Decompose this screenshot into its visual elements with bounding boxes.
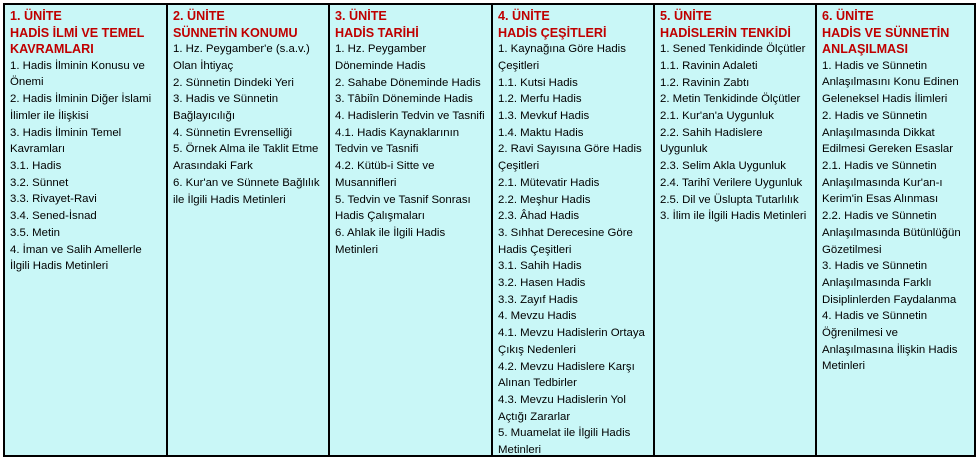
topic-item: 5. Örnek Alma ile Taklit Etme Arasındaki Fark [173,143,319,173]
unit-title [660,8,811,41]
unit-column-6 [817,5,974,455]
unit-name: HADİSLERİN TENKİDİ [660,25,791,40]
topic-item: 2.2. Hadis ve Sünnetin Anlaşılmasında Bütünlüğün Gözetilmesi [822,210,961,256]
topic-item: 1. Hz. Peygamber Döneminde Hadis [335,43,427,72]
topic-item: 2. Hadis İlminin Diğer İslami İlimler ile İlişkisi [10,93,152,122]
topic-item: 1. Hadis İlminin Konusu ve Önemi [10,59,145,89]
unit-number: 1. ÜNİTE [10,9,62,23]
topic-item: 2.1. Mütevatir Hadis [498,176,600,189]
topic-item: 4.1. Mevzu Hadislerin Ortaya Çıkış Nedenleri [498,327,645,356]
topic-item: 1. Sened Tenkidinde Ölçütler [660,43,806,56]
unit-title [10,8,162,58]
unit-name: HADİS VE SÜNNETİN ANLAŞILMASI [822,25,950,57]
topic-item: 1.1. Kutsi Hadis [498,76,578,89]
topic-item: 4. Hadislerin Tedvin ve Tasnifi [335,110,485,122]
topic-item: 6. Ahlak ile İlgili Hadis Metinleri [335,226,446,256]
topic-item: 4. Sünnetin Evrenselliği [173,126,293,139]
unit-column-3 [330,5,493,455]
unit-title [173,8,324,41]
unit-column-5 [655,5,817,455]
unit-column-2 [168,5,330,455]
topic-item: 3. Tâbiîn Döneminde Hadis [335,93,473,106]
topic-item: 4.3. Mevzu Hadislerin Yol Açtığı Zararlar [498,393,626,423]
topic-item: 3. İlim ile İlgili Hadis Metinleri [660,210,807,223]
topic-item: 2.3. Âhad Hadis [498,210,580,223]
topic-item: 2.2. Meşhur Hadis [498,193,591,206]
topic-item: 3. Sıhhat Derecesine Göre Hadis Çeşitleri [498,226,633,256]
unit-title [335,8,487,41]
topic-item: 1. Kaynağına Göre Hadis Çeşitleri [498,43,626,72]
topic-item: 3.4. Sened-İsnad [10,210,97,223]
topic-item: 1. Hadis ve Sünnetin Anlaşılmasını Konu Edinen Geleneksel Hadis İlimleri [822,59,959,106]
topic-item: 4. Hadis ve Sünnetin Öğrenilmesi ve Anlaşılmasına İlişkin Hadis Metinleri [822,310,958,373]
topic-item: 3. Hadis ve Sünnetin Bağlayıcılığı [173,93,279,122]
unit-column-1 [5,5,168,455]
topic-item: 1.2. Ravinin Zabtı [660,76,750,89]
topic-item: 2. Ravi Sayısına Göre Hadis Çeşitleri [498,143,642,173]
topic-item: 1.4. Maktu Hadis [498,126,584,139]
topic-item: 2. Sünnetin Dindeki Yeri [173,76,294,89]
unit-name: HADİS TARİHİ [335,25,419,40]
topic-item: 3.1. Sahih Hadis [498,260,582,273]
topic-item: 3.5. Metin [10,226,61,239]
topic-item: 4. Mevzu Hadis [498,310,577,323]
topic-item: 3.2. Hasen Hadis [498,277,586,290]
topic-item: 1.1. Ravinin Adaleti [660,59,758,72]
topic-item: 3.3. Rivayet-Ravi [10,193,97,206]
topic-item: 1. Hz. Peygamber'e (s.a.v.) Olan İhtiyaç [173,43,310,72]
topic-item: 5. Muamelat ile İlgili Hadis Metinleri [498,427,631,455]
unit-name: SÜNNETİN KONUMU [173,25,298,40]
unit-number: 6. ÜNİTE [822,9,874,23]
topic-item: 4.2. Mevzu Hadislere Karşı Alınan Tedbirler [498,360,635,390]
unit-number: 5. ÜNİTE [660,9,712,23]
topic-item: 6. Kur'an ve Sünnete Bağlılık ile İlgili Hadis Metinleri [173,176,320,206]
topic-item: 2.4. Tarihî Verilere Uygunluk [660,176,803,189]
topic-item: 1.3. Mevkuf Hadis [498,110,590,122]
unit-name: HADİS ÇEŞİTLERİ [498,25,607,40]
topic-item: 3. Hadis İlminin Temel Kavramları [10,126,122,156]
curriculum-table [3,3,976,457]
topic-item: 2.1. Kur'an'a Uygunluk [660,110,774,122]
topic-item: 3.1. Hadis [10,160,62,172]
topic-item: 3.2. Sünnet [10,176,69,189]
topic-item: 2.1. Hadis ve Sünnetin Anlaşılmasında Kur'an-ı Kerim'in Esas Alınması [822,160,943,206]
topic-item: 5. Tedvin ve Tasnif Sonrası Hadis Çalışmaları [335,193,471,223]
unit-name: HADİS İLMİ VE TEMEL KAVRAMLARI [10,25,145,57]
unit-number: 4. ÜNİTE [498,9,550,23]
topic-item: 2. Hadis ve Sünnetin Anlaşılmasında Dikkat Edilmesi Gereken Esaslar [822,109,954,156]
topic-item: 2.3. Selim Akla Uygunluk [660,160,786,173]
unit-title [822,8,970,58]
topic-item: 3.3. Zayıf Hadis [498,293,578,306]
topic-item: 3. Hadis ve Sünnetin Anlaşılmasında Farklı Disiplinlerden Faydalanma [822,260,957,306]
topic-item: 4.2. Kütüb-i Sitte ve Musannifleri [335,160,435,189]
unit-number: 2. ÜNİTE [173,9,225,23]
topic-item: 2.2. Sahih Hadislere Uygunluk [660,126,763,156]
topic-item: 4. İman ve Salih Amellerle İlgili Hadis Metinleri [10,243,142,273]
topic-item: 1.2. Merfu Hadis [498,93,582,106]
unit-title [498,8,649,41]
topic-item: 2.5. Dil ve Üslupta Tutarlılık [660,193,799,206]
unit-column-4 [493,5,655,455]
topic-item: 2. Sahabe Döneminde Hadis [335,76,481,89]
topic-item: 2. Metin Tenkidinde Ölçütler [660,93,801,106]
unit-number: 3. ÜNİTE [335,9,387,23]
topic-item: 4.1. Hadis Kaynaklarının Tedvin ve Tasnifi [335,126,460,156]
